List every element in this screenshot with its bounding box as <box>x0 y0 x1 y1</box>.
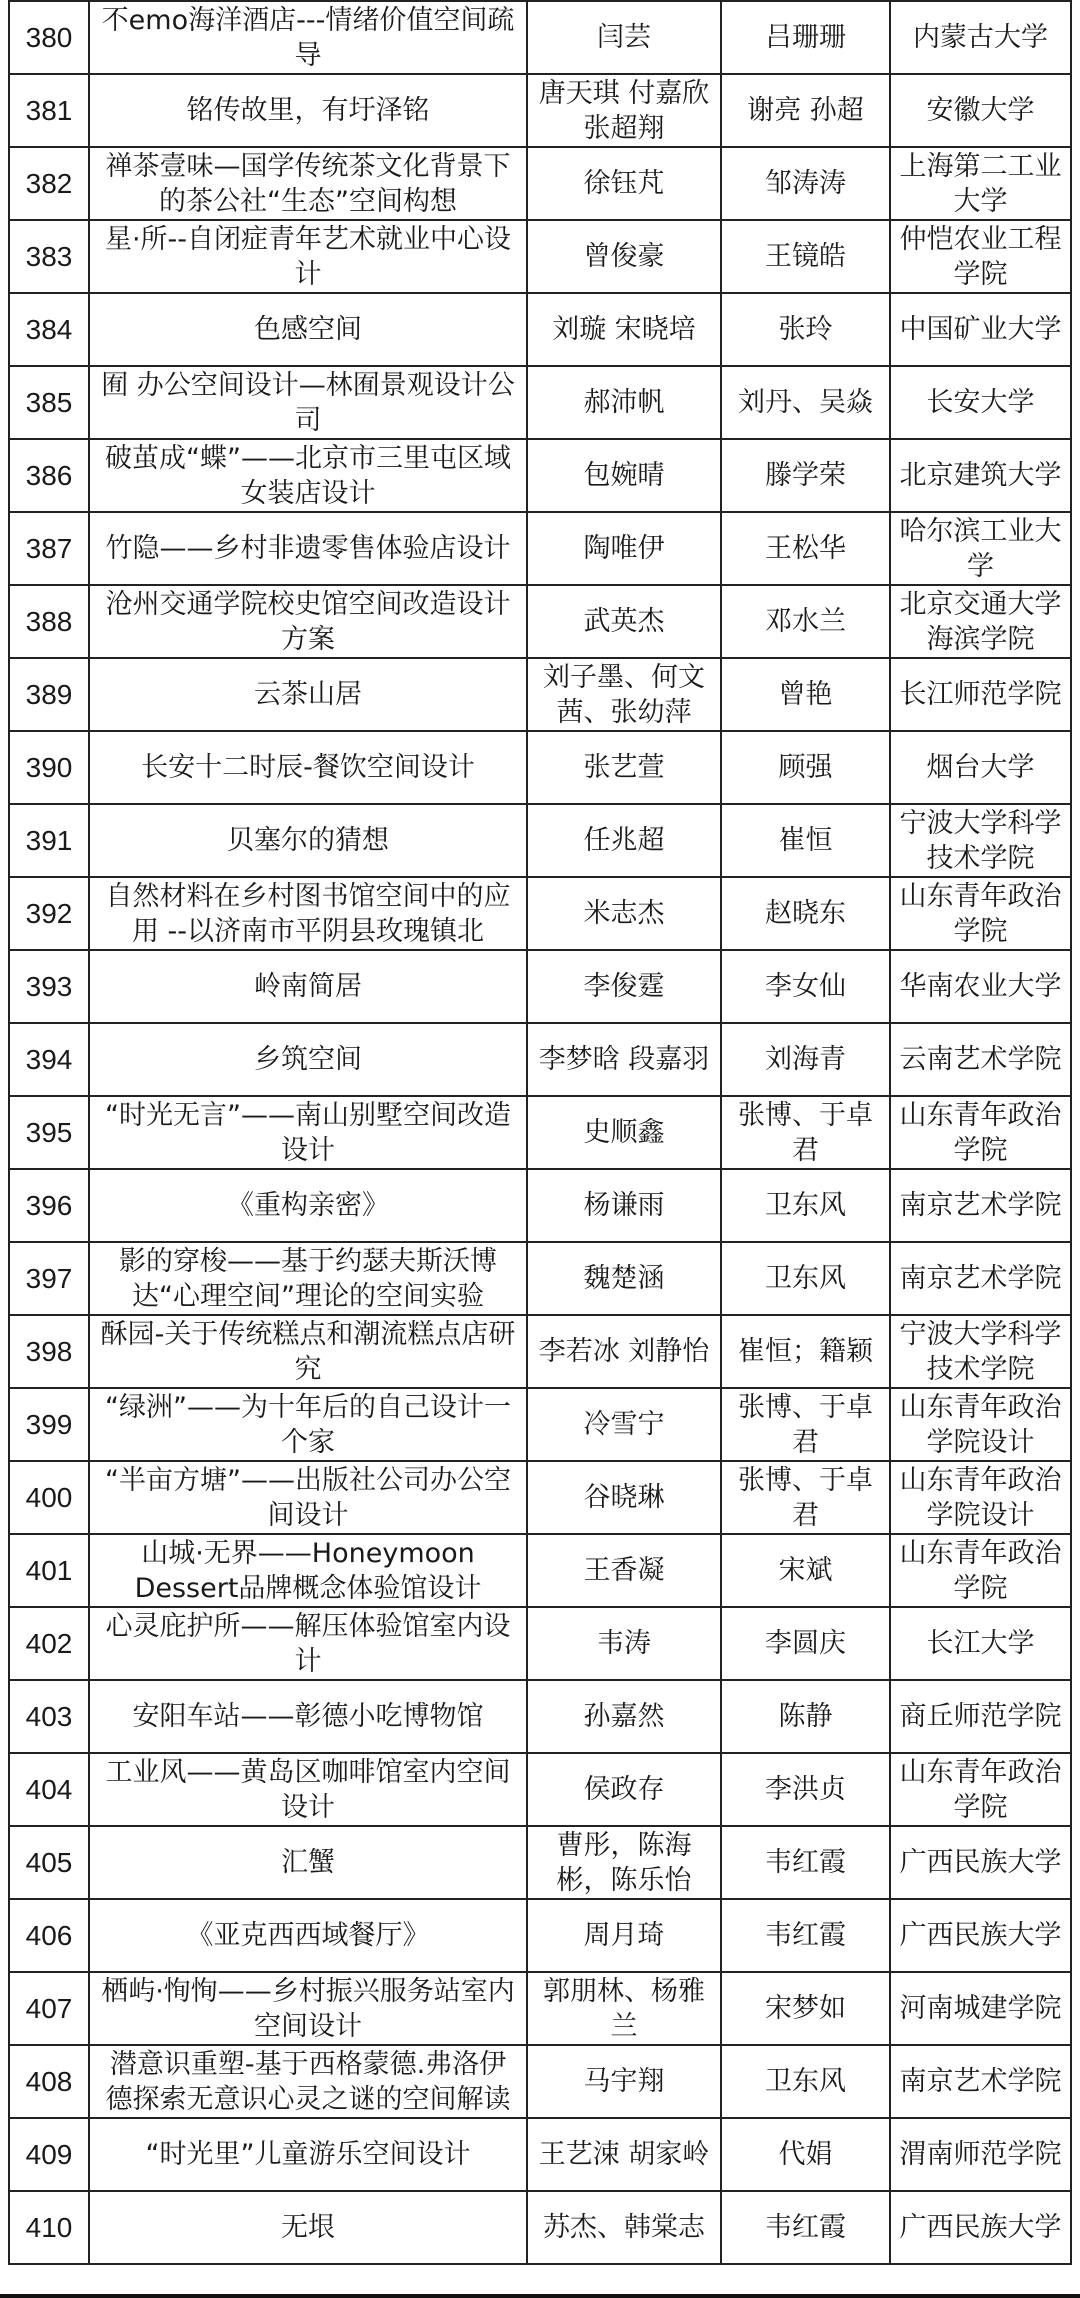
entry-authors: 周月琦 <box>527 1899 721 1972</box>
entry-school: 长安大学 <box>890 366 1071 439</box>
entry-advisor: 张博、于卓君 <box>721 1461 890 1534</box>
entry-authors: 谷晓琳 <box>527 1461 721 1534</box>
entry-school: 烟台大学 <box>890 731 1071 804</box>
entry-number: 382 <box>9 147 89 220</box>
entry-number: 406 <box>9 1899 89 1972</box>
table-row <box>9 1826 1071 1899</box>
entry-advisor: 吕珊珊 <box>721 1 890 74</box>
table-row <box>9 439 1071 512</box>
entry-title: “时光里”儿童游乐空间设计 <box>89 2118 527 2191</box>
entry-authors: 张艺萱 <box>527 731 721 804</box>
table-row <box>9 1388 1071 1461</box>
entry-number: 402 <box>9 1607 89 1680</box>
entry-title: 长安十二时辰-餐饮空间设计 <box>89 731 527 804</box>
entry-authors: 王香凝 <box>527 1534 721 1607</box>
entry-title: 云茶山居 <box>89 658 527 731</box>
entry-school: 渭南师范学院 <box>890 2118 1071 2191</box>
entry-title: “时光无言”——南山别墅空间改造设计 <box>89 1096 527 1169</box>
entry-advisor: 宋梦如 <box>721 1972 890 2045</box>
table-row <box>9 585 1071 658</box>
entry-authors: 冷雪宁 <box>527 1388 721 1461</box>
entry-school: 云南艺术学院 <box>890 1023 1071 1096</box>
entry-school: 广西民族大学 <box>890 1899 1071 1972</box>
entry-title: 竹隐——乡村非遗零售体验店设计 <box>89 512 527 585</box>
entry-number: 387 <box>9 512 89 585</box>
entry-title: 影的穿梭——基于约瑟夫斯沃博达“心理空间”理论的空间实验 <box>89 1242 527 1315</box>
entry-advisor: 韦红霞 <box>721 2191 890 2264</box>
table-row <box>9 293 1071 366</box>
entry-number: 380 <box>9 1 89 74</box>
entry-number: 385 <box>9 366 89 439</box>
table-row <box>9 1899 1071 1972</box>
entry-title: 安阳车站——彰德小吃博物馆 <box>89 1680 527 1753</box>
entry-title: 栖屿·恂恂——乡村振兴服务站室内空间设计 <box>89 1972 527 2045</box>
entry-school: 宁波大学科学技术学院 <box>890 804 1071 877</box>
entry-school: 北京交通大学海滨学院 <box>890 585 1071 658</box>
entry-title: 不emo海洋酒店---情绪价值空间疏导 <box>89 1 527 74</box>
entry-authors: 侯政存 <box>527 1753 721 1826</box>
entry-title: 囿 办公空间设计—林囿景观设计公司 <box>89 366 527 439</box>
entry-number: 401 <box>9 1534 89 1607</box>
table-row <box>9 1169 1071 1242</box>
entry-number: 399 <box>9 1388 89 1461</box>
table-row <box>9 147 1071 220</box>
entry-school: 山东青年政治学院 <box>890 1096 1071 1169</box>
table-row <box>9 1607 1071 1680</box>
entry-authors: 包婉晴 <box>527 439 721 512</box>
entry-school: 宁波大学科学技术学院 <box>890 1315 1071 1388</box>
entry-number: 403 <box>9 1680 89 1753</box>
table-row <box>9 2191 1071 2264</box>
entry-advisor: 王镜皓 <box>721 220 890 293</box>
entry-number: 384 <box>9 293 89 366</box>
entry-school: 华南农业大学 <box>890 950 1071 1023</box>
table-row <box>9 1242 1071 1315</box>
entry-title: “绿洲”——为十年后的自己设计一个家 <box>89 1388 527 1461</box>
entry-title: 《亚克西西域餐厅》 <box>89 1899 527 1972</box>
entry-number: 405 <box>9 1826 89 1899</box>
entry-number: 410 <box>9 2191 89 2264</box>
entry-advisor: 曾艳 <box>721 658 890 731</box>
table-row <box>9 512 1071 585</box>
entry-school: 河南城建学院 <box>890 1972 1071 2045</box>
entry-number: 386 <box>9 439 89 512</box>
entry-school: 仲恺农业工程学院 <box>890 220 1071 293</box>
entry-authors: 郭朋林、杨雅兰 <box>527 1972 721 2045</box>
entry-title: 无垠 <box>89 2191 527 2264</box>
entry-title: 山城·无界——Honeymoon Dessert品牌概念体验馆设计 <box>89 1534 527 1607</box>
entry-authors: 王艺涑 胡家岭 <box>527 2118 721 2191</box>
entry-advisor: 张玲 <box>721 293 890 366</box>
entry-advisor: 张博、于卓君 <box>721 1096 890 1169</box>
entry-number: 398 <box>9 1315 89 1388</box>
entry-advisor: 李女仙 <box>721 950 890 1023</box>
entry-title: 星·所--自闭症青年艺术就业中心设计 <box>89 220 527 293</box>
entry-title: 贝塞尔的猜想 <box>89 804 527 877</box>
entry-school: 长江大学 <box>890 1607 1071 1680</box>
entry-number: 392 <box>9 877 89 950</box>
entry-authors: 唐天琪 付嘉欣 张超翔 <box>527 74 721 147</box>
table-row <box>9 1972 1071 2045</box>
entry-authors: 曹彤，陈海彬，陈乐怡 <box>527 1826 721 1899</box>
entry-school: 内蒙古大学 <box>890 1 1071 74</box>
entry-number: 381 <box>9 74 89 147</box>
entry-title: 汇蟹 <box>89 1826 527 1899</box>
entry-number: 391 <box>9 804 89 877</box>
table-row <box>9 658 1071 731</box>
entry-school: 广西民族大学 <box>890 2191 1071 2264</box>
entry-school: 长江师范学院 <box>890 658 1071 731</box>
entry-number: 407 <box>9 1972 89 2045</box>
entry-school: 山东青年政治学院 <box>890 1753 1071 1826</box>
entry-advisor: 王松华 <box>721 512 890 585</box>
bottom-edge-divider <box>0 2294 1080 2298</box>
entry-school: 上海第二工业大学 <box>890 147 1071 220</box>
table-row <box>9 1096 1071 1169</box>
entry-authors: 陶唯伊 <box>527 512 721 585</box>
entry-title: 色感空间 <box>89 293 527 366</box>
table-row <box>9 1 1071 74</box>
entry-number: 396 <box>9 1169 89 1242</box>
entry-title: 潜意识重塑-基于西格蒙德.弗洛伊德探索无意识心灵之谜的空间解读 <box>89 2045 527 2118</box>
entry-title: 破茧成“蝶”——北京市三里屯区域女装店设计 <box>89 439 527 512</box>
entry-authors: 苏杰、韩棠志 <box>527 2191 721 2264</box>
entry-school: 山东青年政治学院 <box>890 877 1071 950</box>
entry-advisor: 卫东风 <box>721 1169 890 1242</box>
table-body <box>9 1 1071 2264</box>
entry-authors: 魏楚涵 <box>527 1242 721 1315</box>
entry-school: 北京建筑大学 <box>890 439 1071 512</box>
entry-advisor: 崔恒；籍颖 <box>721 1315 890 1388</box>
entry-number: 383 <box>9 220 89 293</box>
entry-title: 《重构亲密》 <box>89 1169 527 1242</box>
entry-advisor: 邹涛涛 <box>721 147 890 220</box>
entry-authors: 马宇翔 <box>527 2045 721 2118</box>
entry-authors: 刘璇 宋晓培 <box>527 293 721 366</box>
entry-authors: 李俊霆 <box>527 950 721 1023</box>
entry-title: 禅茶壹味—国学传统茶文化背景下的茶公社“生态”空间构想 <box>89 147 527 220</box>
entry-authors: 李梦晗 段嘉羽 <box>527 1023 721 1096</box>
entry-authors: 韦涛 <box>527 1607 721 1680</box>
entry-title: 沧州交通学院校史馆空间改造设计方案 <box>89 585 527 658</box>
entry-title: 自然材料在乡村图书馆空间中的应用 --以济南市平阴县玫瑰镇北 <box>89 877 527 950</box>
table-row <box>9 2045 1071 2118</box>
entry-advisor: 宋斌 <box>721 1534 890 1607</box>
entry-advisor: 韦红霞 <box>721 1899 890 1972</box>
entry-number: 400 <box>9 1461 89 1534</box>
entry-advisor: 陈静 <box>721 1680 890 1753</box>
entry-number: 394 <box>9 1023 89 1096</box>
entry-title: 酥园-关于传统糕点和潮流糕点店研究 <box>89 1315 527 1388</box>
entry-title: 乡筑空间 <box>89 1023 527 1096</box>
entry-advisor: 代娟 <box>721 2118 890 2191</box>
entry-school: 南京艺术学院 <box>890 1169 1071 1242</box>
table-row <box>9 366 1071 439</box>
entry-authors: 徐钰芃 <box>527 147 721 220</box>
entry-school: 山东青年政治学院设计 <box>890 1388 1071 1461</box>
entry-school: 广西民族大学 <box>890 1826 1071 1899</box>
entry-school: 中国矿业大学 <box>890 293 1071 366</box>
entry-authors: 郝沛帆 <box>527 366 721 439</box>
entry-advisor: 李圆庆 <box>721 1607 890 1680</box>
table-row <box>9 1534 1071 1607</box>
entry-school: 山东青年政治学院 <box>890 1534 1071 1607</box>
entry-school: 南京艺术学院 <box>890 2045 1071 2118</box>
table-row <box>9 220 1071 293</box>
table-row <box>9 950 1071 1023</box>
table-row <box>9 877 1071 950</box>
table-row <box>9 2118 1071 2191</box>
table-row <box>9 1023 1071 1096</box>
award-table <box>8 0 1072 2265</box>
entry-authors: 李若冰 刘静怡 <box>527 1315 721 1388</box>
entry-authors: 武英杰 <box>527 585 721 658</box>
entry-authors: 杨谦雨 <box>527 1169 721 1242</box>
entry-advisor: 赵晓东 <box>721 877 890 950</box>
entry-title: 岭南简居 <box>89 950 527 1023</box>
entry-authors: 孙嘉然 <box>527 1680 721 1753</box>
entry-number: 408 <box>9 2045 89 2118</box>
entry-number: 393 <box>9 950 89 1023</box>
entry-advisor: 谢亮 孙超 <box>721 74 890 147</box>
entry-school: 安徽大学 <box>890 74 1071 147</box>
entry-advisor: 卫东风 <box>721 2045 890 2118</box>
entry-title: 工业风——黄岛区咖啡馆室内空间设计 <box>89 1753 527 1826</box>
entry-authors: 史顺鑫 <box>527 1096 721 1169</box>
table-row <box>9 1315 1071 1388</box>
entry-advisor: 李洪贞 <box>721 1753 890 1826</box>
entry-title: “半亩方塘”——出版社公司办公空间设计 <box>89 1461 527 1534</box>
entry-advisor: 刘丹、吴焱 <box>721 366 890 439</box>
entry-advisor: 卫东风 <box>721 1242 890 1315</box>
entry-number: 395 <box>9 1096 89 1169</box>
entry-authors: 米志杰 <box>527 877 721 950</box>
table-row <box>9 1680 1071 1753</box>
entry-authors: 闫芸 <box>527 1 721 74</box>
table-row <box>9 731 1071 804</box>
table-row <box>9 804 1071 877</box>
entry-number: 404 <box>9 1753 89 1826</box>
entry-advisor: 崔恒 <box>721 804 890 877</box>
entry-school: 商丘师范学院 <box>890 1680 1071 1753</box>
entry-title: 铭传故里，有圩泽铭 <box>89 74 527 147</box>
entry-advisor: 邓水兰 <box>721 585 890 658</box>
entry-school: 哈尔滨工业大学 <box>890 512 1071 585</box>
entry-authors: 刘子墨、何文茜、张幼萍 <box>527 658 721 731</box>
table-row <box>9 1753 1071 1826</box>
entry-school: 南京艺术学院 <box>890 1242 1071 1315</box>
entry-advisor: 张博、于卓君 <box>721 1388 890 1461</box>
table-row <box>9 1461 1071 1534</box>
entry-advisor: 刘海青 <box>721 1023 890 1096</box>
entry-authors: 曾俊豪 <box>527 220 721 293</box>
entry-school: 山东青年政治学院设计 <box>890 1461 1071 1534</box>
entry-advisor: 滕学荣 <box>721 439 890 512</box>
entry-number: 390 <box>9 731 89 804</box>
entry-number: 397 <box>9 1242 89 1315</box>
entry-advisor: 顾强 <box>721 731 890 804</box>
entry-number: 388 <box>9 585 89 658</box>
entry-authors: 任兆超 <box>527 804 721 877</box>
entry-advisor: 韦红霞 <box>721 1826 890 1899</box>
entry-number: 409 <box>9 2118 89 2191</box>
table-row <box>9 74 1071 147</box>
entry-title: 心灵庇护所——解压体验馆室内设计 <box>89 1607 527 1680</box>
entry-number: 389 <box>9 658 89 731</box>
